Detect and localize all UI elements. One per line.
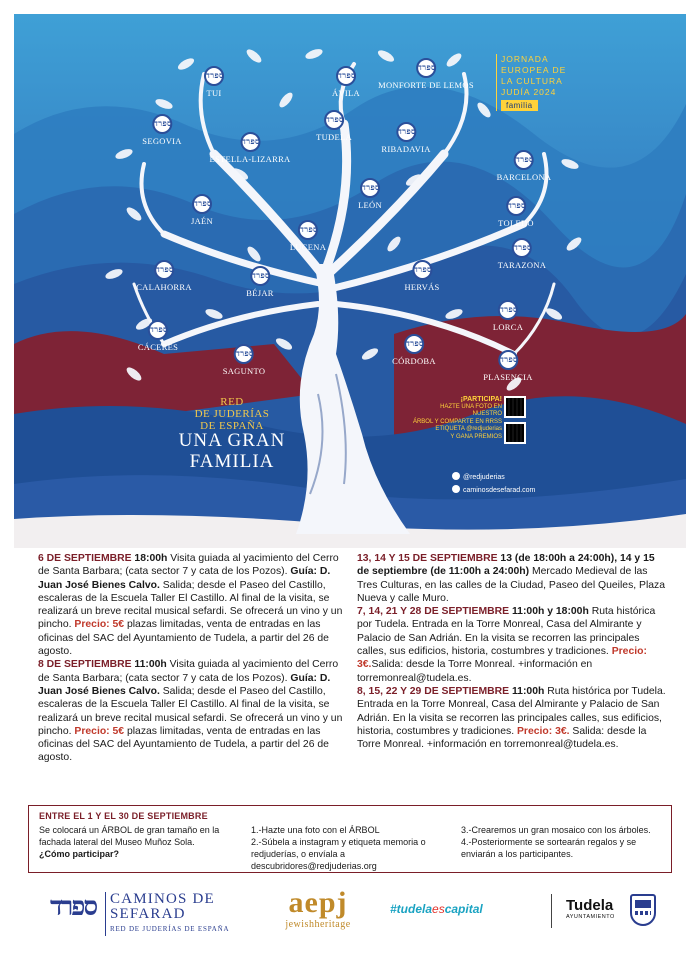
city-tarazona: ספרד TARAZONA <box>498 238 546 270</box>
city-badge-icon: ספרד <box>152 114 172 134</box>
city-sagunto: ספרד SAGUNTO <box>223 344 266 376</box>
qr-code-icon[interactable] <box>504 396 526 418</box>
aepj-logo[interactable]: aepj jewishheritage <box>285 886 351 930</box>
city-badge-icon: ספרד <box>412 260 432 280</box>
social-website[interactable]: caminosdesefarad.com <box>452 485 535 494</box>
city-badge-icon: ספרד <box>324 110 344 130</box>
familia-tag: familia <box>501 100 538 111</box>
box-intro: Se colocará un ÁRBOL de gran tamaño en la fachada lateral del Museo Muñoz Sola. ¿Cómo participar? <box>39 825 220 859</box>
ayuntamiento-tudela-logo[interactable]: Tudela AYUNTAMIENTO <box>566 897 615 920</box>
tudela-shield-icon <box>630 894 656 926</box>
event-13-15-sept: 13, 14 Y 15 DE SEPTIEMBRE 13 (de 18:00h a 24:00h), 14 y 15 de septiembre (de 11:00h a 24:00h) Mercado Medieval de las Tres Culturas, en las calles de la Ciudad, Paseo del Queiles, Plaza Nueva y calle Muro. <box>357 553 666 604</box>
city-badge-icon: ספרד <box>498 300 518 320</box>
city-calahorra: ספרד CALAHORRA <box>136 260 192 292</box>
city-badge-icon: ספרד <box>506 196 526 216</box>
caminos-de-sefarad-logo[interactable]: CAMINOS DE SEFARAD RED DE JUDERÍAS DE ESPAÑA <box>110 891 230 933</box>
box-heading: ENTRE EL 1 Y EL 30 DE SEPTIEMBRE <box>39 811 208 821</box>
city-lorca: ספרד LORCA <box>493 300 523 332</box>
city-estella: ספרד ESTELLA-LIZARRA <box>210 132 291 164</box>
city-badge-icon: ספרד <box>154 260 174 280</box>
poster-image <box>14 14 686 548</box>
city-leon: ספרד LEÓN <box>358 178 382 210</box>
city-lucena: ספרד LUCENA <box>290 220 326 252</box>
city-hervas: ספרד HERVÁS <box>404 260 439 292</box>
web-icon <box>452 485 460 493</box>
city-toledo: ספרד TOLEDO <box>498 196 534 228</box>
city-cordoba: ספרד CÓRDOBA <box>392 334 436 366</box>
city-badge-icon: ספרד <box>240 132 260 152</box>
event-8-29-sept: 8, 15, 22 Y 29 DE SEPTIEMBRE 11:00h Ruta histórica por Tudela. Entrada en la Torre Monreal, Casa del Almirante y Palacio de San Adrián. En la visita se recorren las principales calles, sus edificios, historia, costumbres y tradiciones. Precio: 3€. Salida: desde la Torre Monreal. +información en torremonreal@tudela.es. <box>357 685 666 751</box>
box-steps-1-2: 1.-Hazte una foto con el ÁRBOL 2.-Súbela a instagram y etiqueta memoria o redjuderías, o envíala a descubridores@redjuderias.org <box>251 825 426 871</box>
city-badge-icon: ספרד <box>512 238 532 258</box>
city-badge-icon: ספרד <box>404 334 424 354</box>
city-tui: ספרד TUI <box>204 66 224 98</box>
city-badge-icon: ספרד <box>360 178 380 198</box>
instagram-icon <box>452 472 460 480</box>
events-left-column <box>38 552 350 765</box>
participation-box <box>28 805 672 873</box>
box-steps-3-4: 3.-Crearemos un gran mosaico con los árboles. 4.-Posteriormente se sortearán regalos y se enviarán a los participantes. <box>461 825 651 859</box>
city-caceres: ספרד CÁCERES <box>138 320 178 352</box>
city-badge-icon: ספרד <box>514 150 534 170</box>
una-gran-familia-title: UNA GRAN FAMILIA <box>178 430 286 472</box>
jornada-label: JORNADA EUROPEA DE LA CULTURA JUDÍA 2024 familia <box>496 54 566 111</box>
social-instagram[interactable]: @redjuderias <box>452 472 505 481</box>
city-badge-icon: ספרד <box>204 66 224 86</box>
city-badge-icon: ספרד <box>192 194 212 214</box>
city-avila: ספרד ÁVILA <box>332 66 360 98</box>
city-jaen: ספרד JAÉN <box>191 194 213 226</box>
red-juderias-title: RED DE JUDERÍAS DE ESPAÑA <box>194 396 270 432</box>
city-badge-icon: ספרד <box>396 122 416 142</box>
city-badge-icon: ספרד <box>234 344 254 364</box>
event-6-sept: 6 DE SEPTIEMBRE 18:00h Visita guiada al yacimiento del Cerro de Santa Barbara; (cata sector 7 y cata de los Pozos). Guía: D. Juan José Bienes Calvo. Salida; desde el Paseo del Castillo, escaleras de la Escuela Taller El Castillo. Al final de la visita, se realizará un breve recital musical sefardi. Se ofrecerá un vino y un pincho. Precio: 5€ plazas limitadas, venta de entradas en las oficinas del SAC del Ayuntamiento de Tudela, a partir del 26 de agosto. <box>38 553 343 658</box>
tudela-es-capital-logo[interactable]: #tudelaescapital <box>390 902 483 916</box>
footer-divider <box>551 894 552 928</box>
city-ribadavia: ספרד RIBADAVIA <box>381 122 430 154</box>
event-8-sept: 8 DE SEPTIEMBRE 11:00h Visita guiada al yacimiento del Cerro de Santa Barbara; (cata sector 7 y cata de los Pozos). Guía: D. Juan José Bienes Calvo. Salida; desde el Paseo del Castillo, escaleras de la Escuela Taller El Castillo. Al final de la visita, se realizará un breve recital musical sefardi. Se ofrecerá un vino y un pincho. Precio: 5€ plazas limitadas, venta de entradas en las oficinas del SAC del Ayuntamiento de Tudela, a partir del 26 de agosto. <box>38 659 343 764</box>
city-badge-icon: ספרד <box>298 220 318 240</box>
footer-logos <box>0 880 700 960</box>
city-badge-icon: ספרד <box>148 320 168 340</box>
city-badge-icon: ספרד <box>336 66 356 86</box>
event-7-28-sept: 7, 14, 21 Y 28 DE SEPTIEMBRE 11:00h y 18:00h Ruta histórica por Tudela. Entrada en la Torre Monreal, Casa del Almirante y Palacio de San Adrián. En la visita se recorren las principales calles, sus edificios, historia, costumbres y tradiciones. Precio: 3€.Salida: desde la Torre Monreal. +información en torremonreal@tudela.es. <box>357 606 656 684</box>
city-plasencia: ספרד PLASENCIA <box>483 350 532 382</box>
city-badge-icon: ספרד <box>250 266 270 286</box>
qr-code-icon[interactable] <box>504 422 526 444</box>
city-bejar: ספרד BÉJAR <box>246 266 273 298</box>
sefarad-logo-icon[interactable]: ספרד <box>50 892 97 922</box>
city-tudela: ספרד TUDELA <box>316 110 352 142</box>
city-badge-icon: ספרד <box>416 58 436 78</box>
events-right-column <box>357 552 669 751</box>
city-badge-icon: ספרד <box>498 350 518 370</box>
city-monforte: ספרד MONFORTE DE LEMOS <box>378 58 474 90</box>
city-segovia: ספרד SEGOVIA <box>142 114 181 146</box>
participa-callout: ¡PARTICIPA! HAZTE UNA FOTO EN NUESTRO ÁRBOL Y COMPARTE EN RRSS ETIQUETA @redjuderias Y GANA PREMIOS <box>412 396 502 440</box>
city-barcelona: ספרד BARCELONA <box>497 150 552 182</box>
